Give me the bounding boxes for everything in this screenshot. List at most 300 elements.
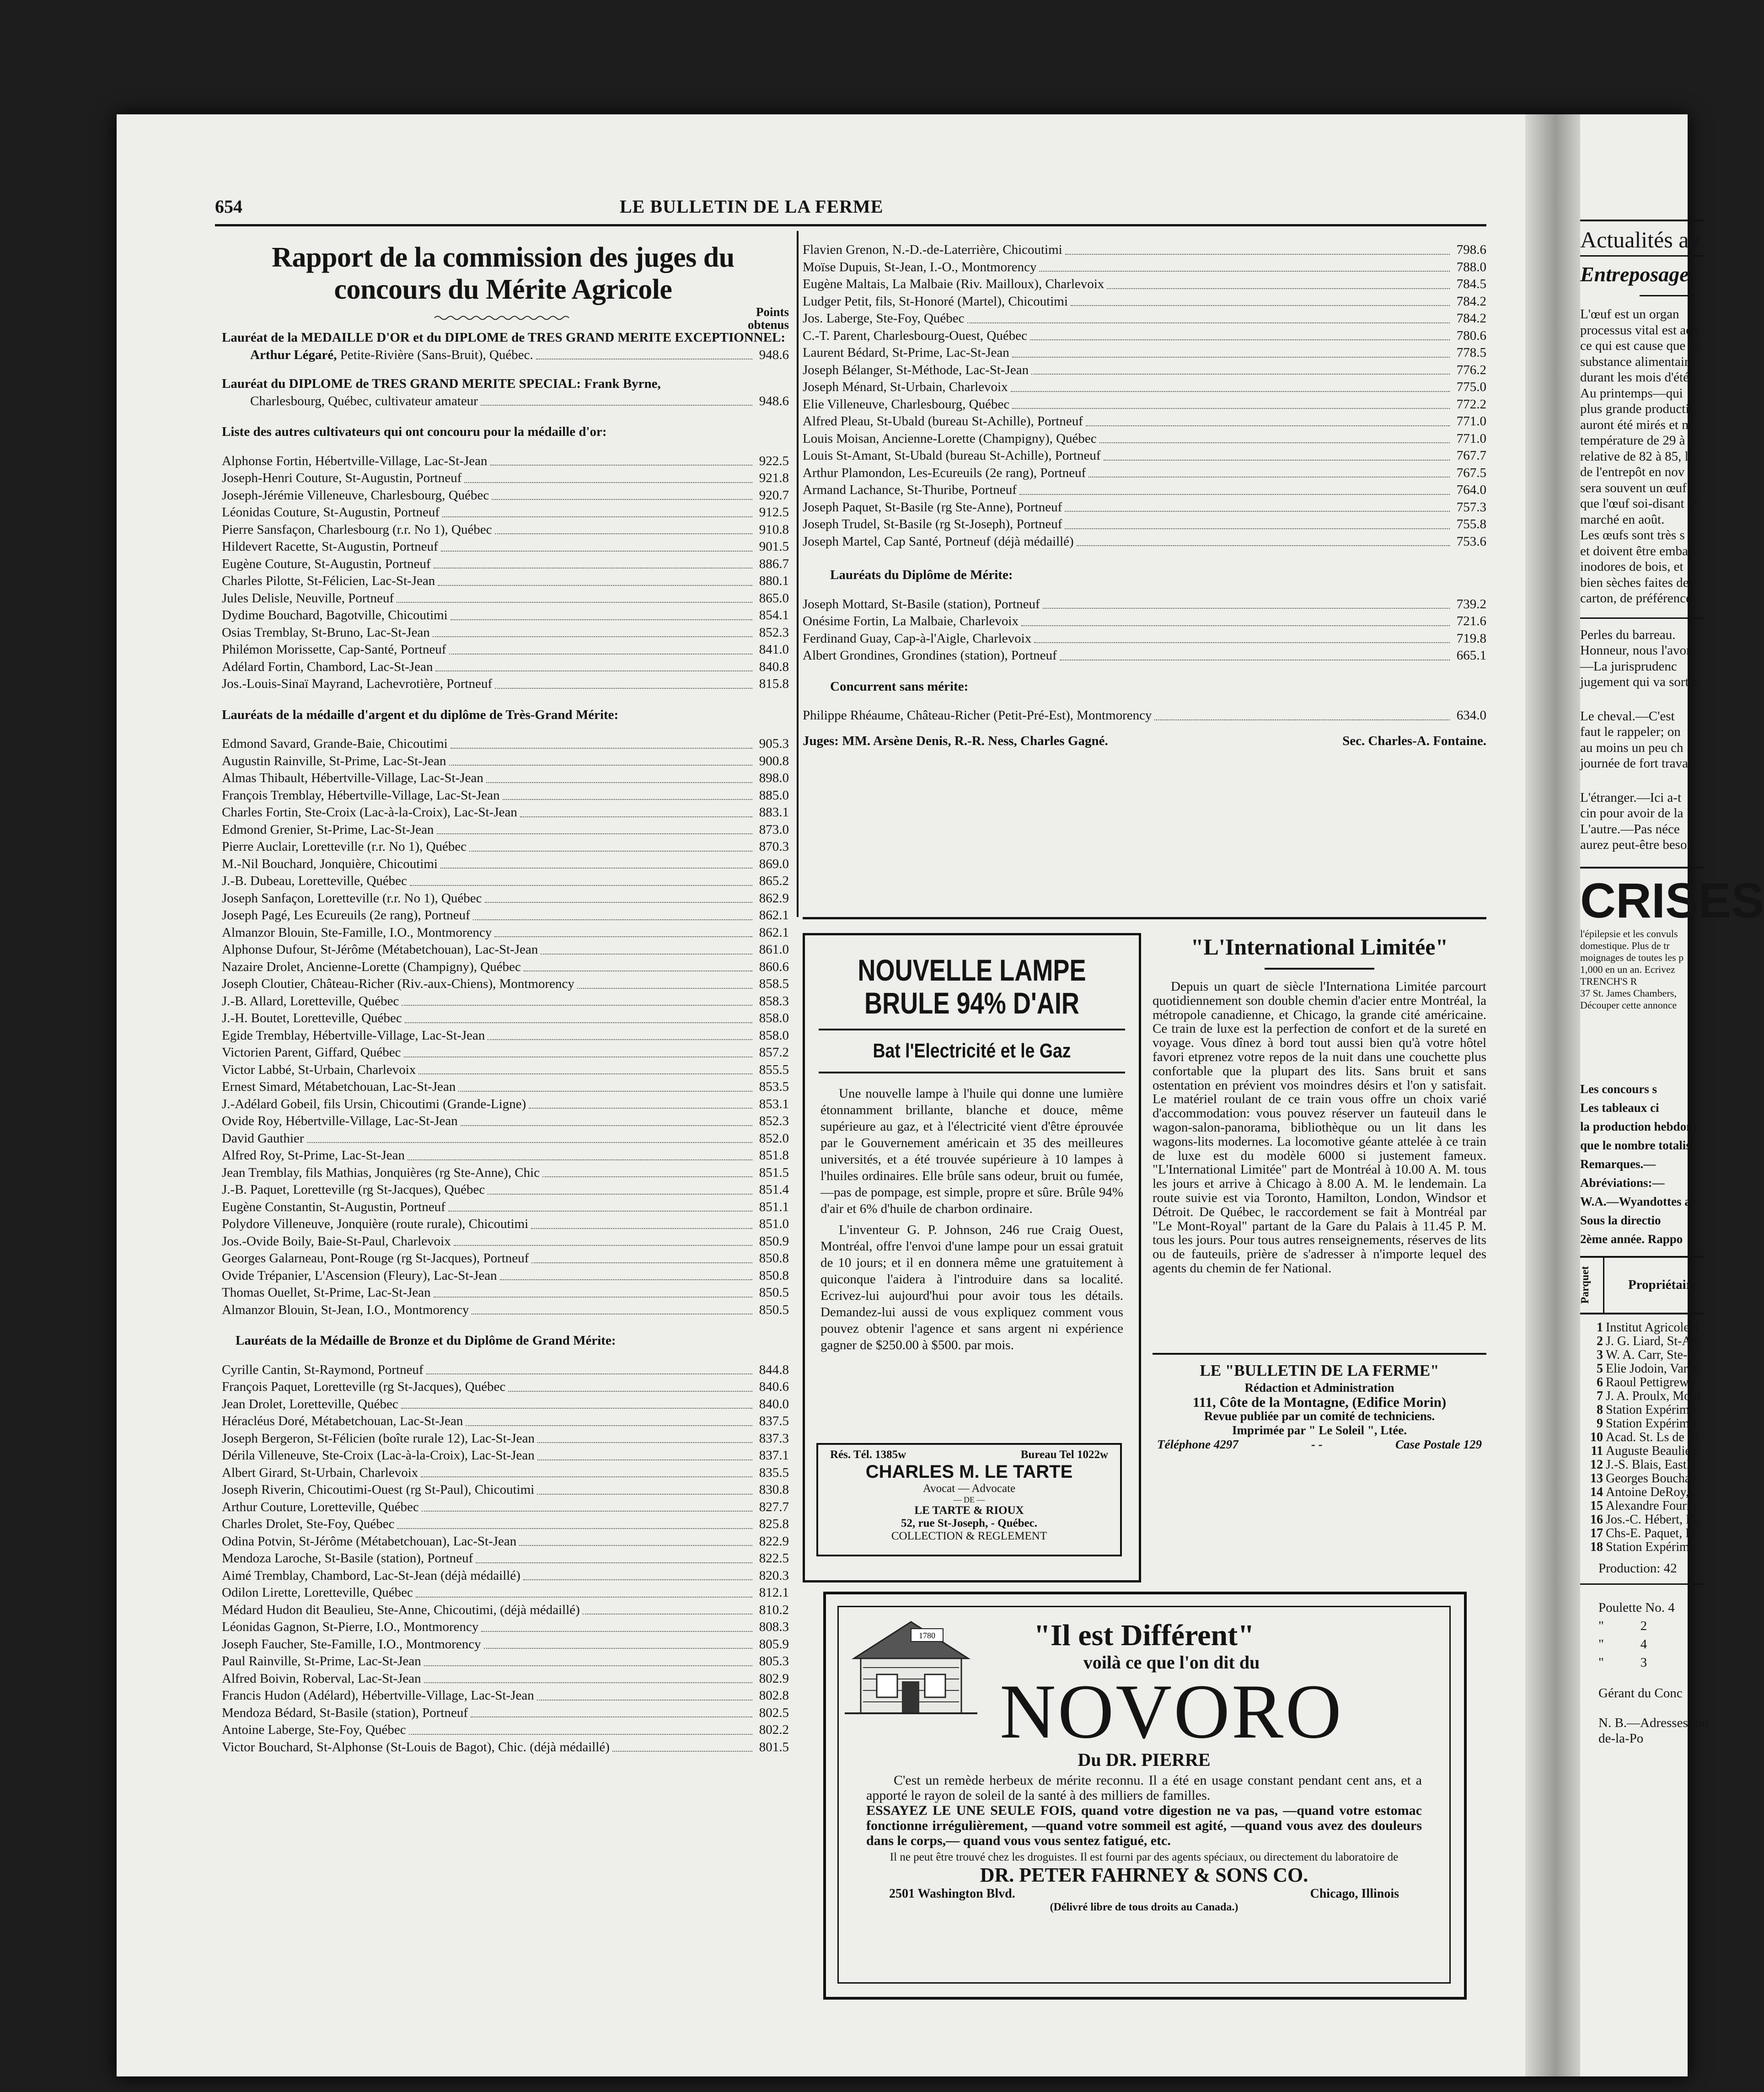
leader-dots xyxy=(1107,276,1450,289)
laureate-name: Léonidas Couture, St-Augustin, Portneuf xyxy=(222,505,440,520)
laureate-name: J.-B. Paquet, Loretteville (rg St-Jacques), Québec xyxy=(222,1182,485,1197)
leader-dots xyxy=(416,1584,752,1598)
laureate-score: 865.0 xyxy=(759,590,789,606)
leader-dots xyxy=(537,1447,752,1460)
laureate-score: 802.2 xyxy=(759,1722,789,1737)
bulletin-case-postale: Case Postale 129 xyxy=(1395,1438,1482,1451)
special-row: Charlesbourg, Québec, cultivateur amateur 948.6 xyxy=(250,393,789,408)
text-line: au moins un peu ch xyxy=(1580,740,1684,755)
laureate-score: 778.5 xyxy=(1456,345,1486,360)
leader-dots xyxy=(531,1250,752,1263)
laureate-name: Victorien Parent, Giffard, Québec xyxy=(222,1045,401,1060)
crises-title: CRISES xyxy=(1580,872,1764,928)
text-line: l'épilepsie et les convuls xyxy=(1580,928,1678,939)
laureate-score: 798.6 xyxy=(1456,242,1486,257)
laureate-name: Jos.-Ovide Boily, Baie-St-Paul, Charlevoix xyxy=(222,1234,451,1249)
table-row xyxy=(1580,1499,1704,1513)
table-cell-owner: Georges Bouchar xyxy=(1606,1471,1695,1486)
laureate-row xyxy=(803,430,1486,448)
leader-dots xyxy=(450,607,752,620)
page-fold xyxy=(1525,114,1580,2076)
laureate-row xyxy=(803,533,1486,551)
lawyer-services: COLLECTION & REGLEMENT xyxy=(891,1530,1047,1542)
laureate-row xyxy=(217,1430,789,1448)
laureate-name: Flavien Grenon, N.-D.-de-Laterrière, Chicoutimi xyxy=(803,242,1062,257)
leader-dots xyxy=(472,1302,752,1315)
laureate-score: 883.1 xyxy=(759,805,789,820)
laureate-score: 802.5 xyxy=(759,1705,789,1720)
text-line: ce qui est cause que sa xyxy=(1580,338,1700,353)
lawyer-name: CHARLES M. LE TARTE xyxy=(865,1462,1073,1482)
leader-dots xyxy=(397,1516,752,1529)
laureate-name: J.-B. Allard, Loretteville, Québec xyxy=(222,993,399,1008)
laureate-score: 837.5 xyxy=(759,1414,789,1428)
laureate-score: 784.2 xyxy=(1456,294,1486,309)
laureate-row xyxy=(217,873,789,890)
laureate-row xyxy=(803,465,1486,482)
laureate-score: 862.1 xyxy=(759,908,789,923)
laureate-name: Léonidas Gagnon, St-Pierre, I.O., Montmorency xyxy=(222,1620,479,1634)
laureate-name: Philémon Morissette, Cap-Santé, Portneuf xyxy=(222,642,446,657)
laureate-name: Eugène Couture, St-Augustin, Portneuf xyxy=(222,556,431,571)
egg-table-header xyxy=(1580,1256,1704,1314)
leader-dots xyxy=(537,1481,752,1495)
laureate-name: Joseph Trudel, St-Basile (rg St-Joseph), Portneuf xyxy=(803,517,1062,531)
leader-dots xyxy=(508,1379,752,1392)
leader-dots xyxy=(449,641,752,654)
leader-dots xyxy=(461,1113,752,1126)
table-cell-no: 12 xyxy=(1590,1457,1603,1472)
laureate-name: Almanzor Blouin, Ste-Famille, I.O., Montmorency xyxy=(222,925,492,940)
laureate-name: Pierre Auclair, Loretteville (r.r. No 1), Québec xyxy=(222,839,467,854)
table-cell-owner: J.-S. Blais, EastB xyxy=(1606,1457,1695,1472)
laureate-score: 634.0 xyxy=(1456,708,1486,723)
laureate-row xyxy=(803,344,1486,362)
text-line: Poulette No. 4 xyxy=(1598,1600,1675,1615)
text-line: 2ème année. Rappo xyxy=(1580,1232,1683,1246)
laureate-score: 880.1 xyxy=(759,574,789,588)
laureate-row xyxy=(217,1739,789,1756)
table-row xyxy=(1580,1348,1704,1362)
table-cell-no: 7 xyxy=(1597,1389,1603,1403)
lawyer-firm: LE TARTE & RIOUX xyxy=(914,1504,1024,1517)
text-line: moignages de toutes les p xyxy=(1580,951,1684,963)
laureate-row xyxy=(217,1619,789,1636)
leader-dots xyxy=(424,1653,752,1666)
leader-dots xyxy=(434,556,752,569)
leader-dots xyxy=(1039,259,1450,272)
leader-dots xyxy=(458,1078,752,1092)
leader-dots xyxy=(1065,241,1450,255)
laureate-row xyxy=(803,241,1486,259)
laureate-score: 905.3 xyxy=(759,736,789,751)
laureate-row xyxy=(217,1130,789,1148)
laureate-name: Odina Potvin, St-Jérôme (Métabetchouan), Lac-St-Jean xyxy=(222,1534,517,1549)
laureate-score: 870.3 xyxy=(759,839,789,854)
laureate-row xyxy=(217,1164,789,1182)
table-cell-owner: Elie Jodoin, Varen xyxy=(1606,1361,1700,1376)
novoro-body: C'est un remède herbeux de mérite reconnu. Il a été en usage constant pendant cent ans, et a apporté le rayon de soleil de la santé à des milliers de familles. ESSAYEZ LE UNE SEULE FOIS, quand votre digestion ne va pas, —quand votre estomac fonctionne irrégulièrement, —quand votre sommeil est agité, —quand vous avez des douleurs dans le corps,— quand vous vous sentez fatigué, etc. Il ne peut être trouvé chez les droguistes. Il est fourni par des agents spéciaux, ou directement du laboratoire de xyxy=(866,1773,1422,1863)
gold-exceptional-label: Lauréat de la MEDAILLE D'OR et du DIPLOME de TRES GRAND MERITE EXCEPTIONNEL: xyxy=(222,330,786,345)
laureate-name: J.-H. Boutet, Loretteville, Québec xyxy=(222,1011,402,1025)
text-line: sera souvent un œuf xyxy=(1580,480,1687,495)
laureate-name: Ovide Trépanier, L'Ascension (Fleury), Lac-St-Jean xyxy=(222,1268,497,1283)
laureate-row xyxy=(217,624,789,642)
leader-dots xyxy=(405,1010,752,1023)
right-etranger xyxy=(1580,790,1704,853)
laureate-row xyxy=(803,362,1486,379)
text-line: Les concours s xyxy=(1580,1082,1657,1096)
table-row xyxy=(1580,1540,1704,1554)
table-cell-no: 11 xyxy=(1591,1443,1603,1458)
text-line: plus grande producti xyxy=(1580,402,1689,416)
laureate-row xyxy=(803,293,1486,311)
table-cell-owner: Antoine DeRoy, xyxy=(1606,1485,1689,1499)
laureate-name: Onésime Fortin, La Malbaie, Charlevoix xyxy=(803,614,1019,628)
leader-dots xyxy=(434,1284,752,1298)
laureate-score: 810.2 xyxy=(759,1602,789,1617)
laureate-name: J.-Adélard Gobeil, fils Ursin, Chicoutimi (Grande-Ligne) xyxy=(222,1096,526,1111)
leader-dots xyxy=(529,1096,752,1109)
bronze-list-continued xyxy=(803,241,1486,550)
laureate-name: Joseph Mottard, St-Basile (station), Portneuf xyxy=(803,596,1040,612)
laureate-name: Antoine Laberge, Ste-Foy, Québec xyxy=(222,1722,406,1737)
leader-dots xyxy=(1077,533,1450,547)
leader-dots xyxy=(494,924,752,938)
leader-dots xyxy=(424,1670,752,1684)
laureate-score: 898.0 xyxy=(759,771,789,785)
leader-dots xyxy=(1031,362,1450,375)
text-line: que l'œuf soi-disant fr xyxy=(1580,496,1697,511)
table-cell-owner: Raoul Pettigrew, xyxy=(1606,1375,1691,1389)
laureate-name: Armand Lachance, St-Thuribe, Portneuf xyxy=(803,483,1017,497)
lawyer-bureau-tel: Bureau Tel 1022w xyxy=(1020,1448,1108,1461)
laureate-row xyxy=(217,993,789,1010)
text-line: faut le rappeler; on xyxy=(1580,724,1681,739)
laureate-score: 840.8 xyxy=(759,659,789,674)
text-line: inodores de bois, et xyxy=(1580,559,1684,574)
leader-dots xyxy=(418,1062,752,1075)
table-cell-owner: Acad. St. Ls de Fr xyxy=(1606,1430,1699,1444)
laureate-score: 805.9 xyxy=(759,1636,789,1652)
laureate-score: 837.1 xyxy=(759,1448,789,1463)
leader-dots xyxy=(503,787,752,800)
table-cell-owner: Station Expérime xyxy=(1606,1402,1695,1417)
table-row xyxy=(1580,1321,1704,1335)
novoro-name: NOVORO xyxy=(999,1668,1344,1754)
laureate-name: Joseph Paquet, St-Basile (rg Ste-Anne), Portneuf xyxy=(803,499,1062,515)
laureate-score: 852.3 xyxy=(759,1114,789,1128)
laureate-row xyxy=(217,538,789,556)
leader-dots xyxy=(1065,516,1450,529)
leader-dots xyxy=(488,1181,752,1195)
laureate-name: Albert Girard, St-Urbain, Charlevoix xyxy=(222,1465,418,1480)
laureate-row xyxy=(217,1233,789,1250)
laureate-name: Edmond Grenier, St-Prime, Lac-St-Jean xyxy=(222,822,434,837)
leader-dots xyxy=(1088,465,1450,478)
leader-dots xyxy=(488,1027,752,1041)
laureate-row xyxy=(803,259,1486,276)
laureate-name: Jean Drolet, Loretteville, Québec xyxy=(222,1396,398,1411)
laureate-score: 857.2 xyxy=(759,1045,789,1060)
laureate-row xyxy=(217,787,789,805)
laureate-score: 900.8 xyxy=(759,753,789,768)
text-line: marché en août. xyxy=(1580,512,1665,527)
gold-list xyxy=(217,453,789,693)
leader-dots xyxy=(435,659,752,672)
laureate-name: Pierre Sansfaçon, Charlesbourg (r.r. No 1), Québec xyxy=(222,522,492,537)
lamp-ad-title: NOUVELLE LAMPE BRULE 94% D'AIR xyxy=(858,953,1086,1020)
leader-dots xyxy=(542,1164,752,1178)
leader-dots xyxy=(500,1267,752,1281)
newspaper-page xyxy=(117,114,1764,2076)
laureate-name: Joseph Martel, Cap Santé, Portneuf (déjà médaillé) xyxy=(803,534,1074,549)
laureate-row xyxy=(217,1250,789,1267)
text-line: température de 29 à 3 xyxy=(1580,433,1695,448)
laureate-name: Augustin Rainville, St-Prime, Lac-St-Jean xyxy=(222,753,446,768)
table-cell-owner: Institut Agricole d xyxy=(1606,1320,1699,1335)
laureate-row xyxy=(217,941,789,959)
bronze-list xyxy=(217,1362,789,1756)
laureate-row xyxy=(217,924,789,942)
leader-dots xyxy=(485,890,752,903)
laureate-row xyxy=(803,596,1486,613)
laureate-row xyxy=(217,1705,789,1722)
laureate-name: Alfred Boivin, Roberval, Lac-St-Jean xyxy=(222,1671,421,1686)
laureate-row xyxy=(217,856,789,873)
laureate-name: Cyrille Cantin, St-Raymond, Portneuf xyxy=(222,1362,424,1377)
novoro-slogan: "Il est Différent" xyxy=(1034,1619,1255,1652)
text-line: N. B.—Adresses tou xyxy=(1598,1715,1709,1730)
bulletin-box: LE "BULLETIN DE LA FERME" Rédaction et Administration 111, Côte de la Montagne, (Edifice Morin) Revue publiée par un comité de techniciens. Imprimée par " Le Soleil ", Ltée. Téléphone 4297 - - Case Postale 129 xyxy=(1153,1361,1486,1452)
laureate-score: 827.7 xyxy=(759,1499,789,1514)
leader-dots xyxy=(519,1533,752,1546)
text-line: —La jurisprudenc xyxy=(1580,659,1677,674)
bulletin-telephone: Téléphone 4297 xyxy=(1157,1438,1239,1451)
laureate-score: 808.3 xyxy=(759,1620,789,1634)
leader-dots xyxy=(421,1464,752,1478)
leader-dots xyxy=(1019,482,1450,495)
laureate-score: 861.0 xyxy=(759,942,789,957)
silver-list xyxy=(217,735,789,1319)
leader-dots xyxy=(484,1636,752,1649)
judges-line xyxy=(803,733,1486,750)
article-end-rule xyxy=(803,917,1486,919)
leader-dots xyxy=(426,1362,752,1375)
laureate-name: Aimé Tremblay, Chambord, Lac-St-Jean (déjà médaillé) xyxy=(222,1568,520,1583)
leader-dots xyxy=(537,1687,752,1700)
laureate-score: 921.8 xyxy=(759,471,789,485)
title-ornament xyxy=(434,315,572,321)
laureate-name: Almanzor Blouin, St-Jean, I.O., Montmorency xyxy=(222,1302,469,1317)
leader-dots xyxy=(410,873,752,886)
text-line: L'autre.—Pas néce xyxy=(1580,821,1680,837)
laureate-score: 840.6 xyxy=(759,1379,789,1394)
leader-dots xyxy=(537,1430,752,1443)
leader-dots xyxy=(476,1550,752,1563)
laureate-name: Alphonse Dufour, St-Jérôme (Métabetchouan), Lac-St-Jean xyxy=(222,942,538,957)
table-row xyxy=(1580,1376,1704,1389)
laureate-score: 802.8 xyxy=(759,1688,789,1703)
lawyer-address: 52, rue St-Joseph, - Québec. xyxy=(901,1517,1037,1529)
laureate-name: Jules Delisle, Neuville, Portneuf xyxy=(222,590,394,606)
novoro-inner-frame xyxy=(837,1606,1451,1984)
laureate-name: Médard Hudon dit Beaulieu, Ste-Anne, Chicoutimi, (déjà médaillé) xyxy=(222,1602,580,1617)
laureate-row xyxy=(217,1567,789,1585)
lawyer-title: Avocat — Advocate xyxy=(922,1482,1016,1495)
leader-dots xyxy=(469,838,752,852)
table-cell-no: 13 xyxy=(1590,1471,1603,1486)
laureate-row xyxy=(217,890,789,907)
laureate-row xyxy=(217,1722,789,1739)
text-line: durant les mois d'été xyxy=(1580,370,1689,385)
text-line: Les œufs sont très s xyxy=(1580,528,1685,542)
table-col-parquet: Parquet xyxy=(1579,1266,1591,1303)
laureate-name: Alfred Pleau, St-Ubald (bureau St-Achille), Portneuf xyxy=(803,414,1083,429)
leader-dots xyxy=(464,470,752,483)
laureate-name: Jos.-Louis-Sinaï Mayrand, Lachevrotière, Portneuf xyxy=(222,676,493,691)
laureate-name: Joseph-Henri Couture, St-Augustin, Portneuf xyxy=(222,471,462,485)
laureate-score: 854.1 xyxy=(759,608,789,622)
laureate-score: 865.2 xyxy=(759,874,789,888)
leader-dots xyxy=(1104,447,1450,461)
laureate-name: Elie Villeneuve, Charlesbourg, Québec xyxy=(803,397,1010,412)
text-line: Remarques.— xyxy=(1580,1157,1656,1171)
laureate-name: Dydime Bouchard, Bagotville, Chicoutimi xyxy=(222,608,448,622)
house-year: 1780 xyxy=(919,1631,935,1640)
laureate-row xyxy=(217,1284,789,1302)
laureate-score: 776.2 xyxy=(1456,362,1486,377)
table-row xyxy=(1580,1389,1704,1403)
laureate-row xyxy=(217,1516,789,1533)
laureate-score: 822.5 xyxy=(759,1551,789,1566)
train-ad xyxy=(1153,933,1486,1276)
laureate-score: 853.1 xyxy=(759,1096,789,1111)
leader-dots xyxy=(492,487,752,500)
laureate-score: 721.6 xyxy=(1456,614,1486,628)
laureate-name: Joseph Cloutier, Château-Richer (Riv.-aux-Chiens), Montmorency xyxy=(222,976,574,991)
leader-dots xyxy=(1154,707,1450,720)
table-cell-owner: Station Expérime xyxy=(1606,1539,1695,1554)
laureate-score: 844.8 xyxy=(759,1362,789,1377)
text-line: et doivent être emba xyxy=(1580,543,1688,558)
laureate-score: 812.1 xyxy=(759,1585,789,1600)
gold-list-heading: Liste des autres cultivateurs qui ont concouru pour la médaille d'or: xyxy=(222,424,607,439)
laureate-row xyxy=(217,1396,789,1413)
house-icon xyxy=(842,1613,980,1727)
laureate-score: 850.5 xyxy=(759,1285,789,1300)
laureate-score: 784.2 xyxy=(1456,311,1486,326)
novoro-sub: voilà ce que l'on dit du xyxy=(1083,1652,1260,1673)
table-cell-no: 10 xyxy=(1590,1430,1603,1444)
laureate-score: 665.1 xyxy=(1456,648,1486,663)
laureate-score: 802.9 xyxy=(759,1671,789,1686)
lamp-ad xyxy=(803,933,1141,1582)
laureate-name: Dérila Villeneuve, Ste-Croix (Lac-à-la-Croix), Lac-St-Jean xyxy=(222,1448,535,1463)
novoro-ad xyxy=(823,1592,1467,2000)
laureate-name: Jean Tremblay, fils Mathias, Jonquières (rg Ste-Anne), Chic xyxy=(222,1165,540,1180)
table-row xyxy=(1580,1513,1704,1527)
laureate-score: 910.8 xyxy=(759,522,789,537)
leader-dots xyxy=(1065,499,1450,512)
laureate-score: 788.0 xyxy=(1456,259,1486,274)
laureate-name: Joseph-Jérémie Villeneuve, Charlesbourg, Québec xyxy=(222,488,489,503)
laureate-name: Charles Drolet, Ste-Foy, Québec xyxy=(222,1517,395,1531)
laureate-score: 873.0 xyxy=(759,822,789,837)
laureate-name: Egide Tremblay, Hébertville-Village, Lac-St-Jean xyxy=(222,1028,485,1043)
laureate-score: 851.0 xyxy=(759,1217,789,1231)
laureate-row xyxy=(217,1078,789,1096)
laureate-name: Louis Moisan, Ancienne-Lorette (Champigny), Québec xyxy=(803,431,1097,446)
novoro-company: DR. PETER FAHRNEY & SONS CO. xyxy=(980,1864,1308,1886)
laureate-row xyxy=(803,482,1486,499)
laureate-row xyxy=(217,573,789,590)
merit-list xyxy=(803,596,1486,665)
laureate-row xyxy=(217,753,789,770)
text-line: TRENCH'S R xyxy=(1580,975,1637,987)
leader-dots xyxy=(481,1619,752,1632)
leader-dots xyxy=(404,1044,753,1057)
lamp-ad-body: Une nouvelle lampe à l'huile qui donne une lumière étonnamment brillante, blanche et douce, même supérieure au gaz, et à l'électricité vient d'être éprouvée par le Gouvernement américain et 35 des meilleures universités, et a été trouvée supérieure à 10 lampes à l'huiles ordinaires. Elle brûle sans odeur, bruit ou fumée,—pas de pompage, est simple, propre et sûre. Brûle 94% d'air et 6% d'huile de charbon ordinaire. L'inventeur G. P. Johnson, 246 rue Craig Ouest, Montréal, offre l'envoi d'une lampe pour un essai gratuit de 10 jours; et il en donnera même une gratuitement à quiconque l'aidera à l'introduire dans sa localité. Ecrivez-lui aujourd'hui pour avoir tous les détails. Demandez-lui aussi de vous expliquez comment vous pouvez obtenir l'agence et sans argent ni expérience gagner de $250.00 à $500. par mois. xyxy=(820,1086,1123,1352)
laureate-name: Almas Thibault, Hébertville-Village, Lac-St-Jean xyxy=(222,771,483,785)
laureate-row xyxy=(217,735,789,753)
table-row xyxy=(1580,1417,1704,1431)
laureate-row xyxy=(217,821,789,839)
text-line: Découper cette annonce xyxy=(1580,999,1677,1011)
laureate-score: 822.9 xyxy=(759,1534,789,1549)
leader-dots xyxy=(1011,379,1450,392)
laureate-row xyxy=(217,1499,789,1516)
leader-dots xyxy=(448,1199,752,1212)
laureate-row xyxy=(803,707,1486,724)
bulletin-box-title: LE "BULLETIN DE LA FERME" xyxy=(1200,1362,1439,1379)
laureate-row xyxy=(217,838,789,856)
article-title: Rapport de la commission des juges du concours du Mérite Agricole xyxy=(272,242,735,305)
text-line: W.A.—Wyandottes a xyxy=(1580,1194,1691,1208)
text-line: Au printemps—qui xyxy=(1580,386,1683,401)
text-line: L'œuf est un organ xyxy=(1580,307,1679,322)
leader-dots xyxy=(495,521,752,535)
text-line: Honneur, nous l'avor xyxy=(1580,643,1691,658)
laureate-score: 855.5 xyxy=(759,1062,789,1077)
laureate-score: 753.6 xyxy=(1456,534,1486,549)
crises-text xyxy=(1580,928,1704,1011)
train-ad-body: Depuis un quart de siècle l'Internationa Limitée parcourt quotidiennement son double chemin d'acier entre Montréal, la métropole canadienne, et Chicago, la grande cité américaine. Ce train de luxe est la perfection de confort et de la sureté en voyage. Vous dînez à bord tout aussi bien qu'à votre hôtel favori etprenez votre repos de la nuit dans une couchette plus confortable que la plupart des lits. Sans bruit et sans ostentation en prévient vos moindres désirs et l'on y satisfait. Le matériel roulant de ce train vous offre un choix varié d'accommodation: vous pouvez réserver un fauteuil dans le wagon-salon-panorama, bibliothèque ou un lit dans les wagons-lits modernes. La locomotive géante attelée à ce train de luxe est du modèle 6000 si justement fameux. "L'International Limitée" part de Montréal à 10.00 A. M. tous les jours et arrive à Chicago à 8.00 A. M. le lendemain. La route suivie est via Toronto, Hamilton, London, Windsor et Détroit. De Québec, le raccordement se fait à Montréal par "Le Mont-Royal" partant de la Gare du Palais à 11.45 P. M. tous les jours. Pour tous autres renseignements, réserves de lits ou de fauteuils, prière de s'adresser à n'importe lequel des agents du chemin de fer National. xyxy=(1153,979,1486,1276)
leader-dots xyxy=(531,1216,752,1229)
table-cell-no: 2 xyxy=(1597,1334,1603,1348)
laureate-row xyxy=(217,470,789,487)
leader-dots xyxy=(422,1499,752,1512)
laureate-name: Arthur Plamondon, Les-Ecureuils (2e rang), Portneuf xyxy=(803,465,1086,480)
leader-dots xyxy=(1012,344,1450,358)
text-line: " 2 xyxy=(1598,1619,1647,1633)
laureate-score: 851.8 xyxy=(759,1148,789,1163)
laureate-score: 912.5 xyxy=(759,505,789,520)
laureate-name: Héracléus Doré, Métabetchouan, Lac-St-Jean xyxy=(222,1414,463,1428)
laureate-name: Ludger Petit, fils, St-Honoré (Martel), Chicoutimi xyxy=(803,294,1068,309)
laureate-score: 862.9 xyxy=(759,890,789,906)
laureate-name: Jos. Laberge, Ste-Foy, Québec xyxy=(803,311,965,326)
table-cell-no: 18 xyxy=(1590,1539,1603,1554)
laureate-row xyxy=(217,976,789,993)
laureate-name: Joseph Pagé, Les Ecureuils (2e rang), Portneuf xyxy=(222,908,470,923)
secretary: Sec. Charles-A. Fontaine. xyxy=(1342,733,1486,748)
gold-exceptional-row: Arthur Légaré, Petite-Rivière (Sans-Bruit), Québec. 948.6 xyxy=(250,347,789,362)
table-cell-no: 8 xyxy=(1597,1402,1603,1417)
text-line: de-la-Po xyxy=(1598,1731,1644,1746)
laureate-score: 850.8 xyxy=(759,1251,789,1266)
laureate-name: Moïse Dupuis, St-Jean, I.-O., Montmorency xyxy=(803,259,1037,274)
